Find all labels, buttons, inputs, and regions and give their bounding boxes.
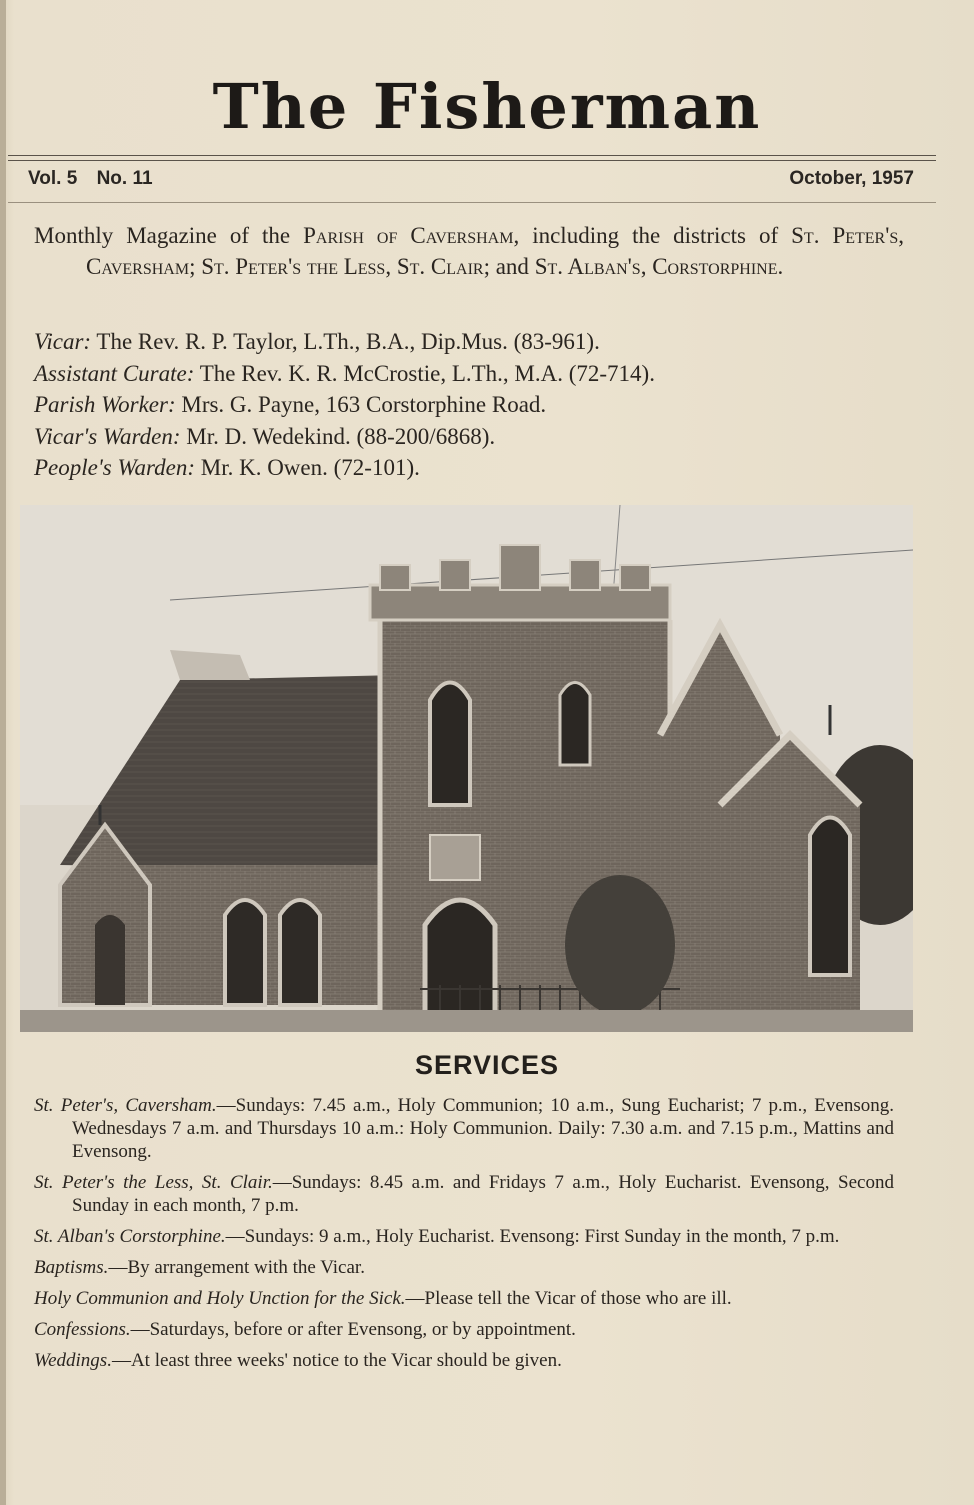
church-photograph (20, 505, 913, 1032)
services-heading: SERVICES (414, 1050, 560, 1080)
magazine-description: Monthly Magazine of the Parish of Caversham, including the districts of St. Peter's, Caversham; St. Peter's the Less, St. Clair; and St. Alban's, Corstorphine. (34, 223, 905, 279)
service-weddings: Weddings.—At least three weeks' notice to the Vicar should be given. (34, 1350, 562, 1371)
district-caversham: St. Peter's, Caversham; (86, 223, 905, 279)
services-list (34, 1094, 894, 1380)
masthead-rule-top (8, 155, 936, 156)
parish-officers (34, 326, 655, 484)
service-st-albans: St. Alban's Corstorphine.—Sundays: 9 a.m., Holy Eucharist. Evensong: First Sunday in the month, 7 p.m. (34, 1226, 840, 1247)
district-corstorphine: St. Alban's, Corstorphine. (534, 254, 784, 279)
issue-line-rule (8, 202, 936, 203)
church-illustration (20, 505, 913, 1032)
parish-name: Parish of Caversham, (303, 223, 520, 248)
district-st-clair: St. Peter's the Less, St. Clair; (201, 254, 490, 279)
officer-peoples-warden: People's Warden: Mr. K. Owen. (72-101). (34, 455, 420, 480)
service-st-peters-the-less: St. Peter's the Less, St. Clair.—Sundays: 8.45 a.m. and Fridays 7 a.m., Holy Eucharist. Evensong, Second Sunday in each month, 7 p.m. (34, 1172, 894, 1216)
service-st-peters-caversham: St. Peter's, Caversham.—Sundays: 7.45 a.m., Holy Communion; 10 a.m., Sung Eucharist; 7 p.m., Evensong. Wednesdays 7 a.m. and Thursdays 10 a.m.: Holy Communion. Daily: 7.30 a.m. and 7.15 p.m., Mattins and Evensong. (34, 1095, 894, 1162)
officer-assistant-curate: Assistant Curate: The Rev. K. R. McCrostie, L.Th., M.A. (72-714). (34, 360, 655, 386)
issue-date: October, 1957 (789, 168, 914, 189)
service-confessions: Confessions.—Saturdays, before or after Evensong, or by appointment. (34, 1319, 576, 1340)
service-baptisms: Baptisms.—By arrangement with the Vicar. (34, 1257, 365, 1278)
service-sick-communion: Holy Communion and Holy Unction for the Sick.—Please tell the Vicar of those who are ill. (34, 1288, 732, 1309)
officer-parish-worker: Parish Worker: Mrs. G. Payne, 163 Corstorphine Road. (34, 392, 547, 417)
issue-line (28, 168, 914, 190)
issue-number: No. 11 (96, 168, 153, 189)
volume-number: Vol. 5 (28, 168, 78, 189)
binding-edge (0, 0, 6, 1505)
officer-vicar: Vicar: The Rev. R. P. Taylor, L.Th., B.A., Dip.Mus. (83-961). (34, 329, 600, 354)
masthead-rule-bottom (8, 160, 936, 161)
magazine-title: The Fisherman (212, 70, 762, 143)
officer-vicars-warden: Vicar's Warden: Mr. D. Wedekind. (88-200/6868). (34, 423, 496, 449)
